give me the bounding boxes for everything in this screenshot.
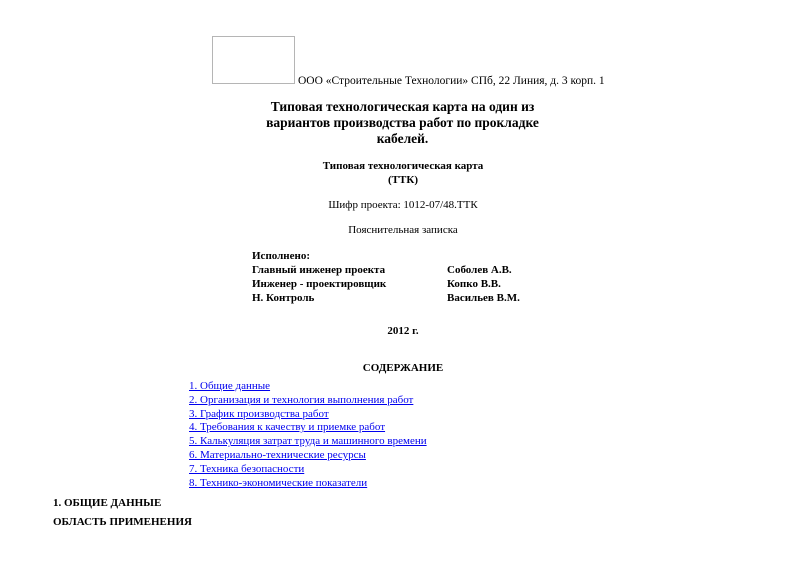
toc-item [189,380,427,394]
toc-title: СОДЕРЖАНИЕ [362,362,444,374]
document-title-line: вариантов производства работ по прокладке [266,115,539,130]
toc-link-labor-costs[interactable]: 5. Калькуляция затрат труда и машинного времени [189,435,427,448]
toc-link-general[interactable]: 1. Общие данные [189,380,271,392]
table-of-contents [189,380,427,490]
executor-name: Соболев А.В. [447,264,512,276]
executor-name: Копко В.В. [447,278,501,290]
logo-placeholder-image [212,36,295,84]
toc-item [189,408,427,422]
toc-link-safety[interactable]: 7. Техника безопасности [189,462,305,475]
executor-row [252,291,520,305]
toc-item [189,394,427,408]
toc-link-resources[interactable]: 6. Материально-технические ресурсы [189,448,366,461]
project-cipher: Шифр проекта: 1012-07/48.ТТК [328,199,478,211]
toc-item [189,477,427,491]
document-title [230,99,575,147]
toc-link-quality[interactable]: 4. Требования к качеству и приемке работ [189,421,386,434]
toc-link-schedule[interactable]: 3. График производства работ [189,407,329,420]
executed-by-block [252,249,520,305]
executed-heading: Исполнено: [252,250,311,262]
document-title-line: Типовая технологическая карта на один из [270,99,535,114]
executor-name: Васильев В.М. [447,292,520,304]
toc-link-economics[interactable]: 8. Технико-экономические показатели [189,476,368,489]
toc-link-organization[interactable]: 2. Организация и технология выполнения работ [189,393,414,406]
toc-item [189,449,427,463]
subtitle-line: (ТТК) [388,174,418,186]
executor-row [252,263,512,277]
toc-item [189,435,427,449]
executor-role: Главный инженер проекта [252,264,386,276]
executor-role: Н. Контроль [252,292,315,304]
explanatory-note-label: Пояснительная записка [348,224,458,236]
executor-row [252,277,501,291]
section-heading-scope: ОБЛАСТЬ ПРИМЕНЕНИЯ [53,516,192,528]
section-heading-general: 1. ОБЩИЕ ДАННЫЕ [53,497,162,509]
document-subtitle [283,159,523,187]
subtitle-line: Типовая технологическая карта [322,160,484,172]
toc-item [189,463,427,477]
toc-item [189,421,427,435]
document-title-line: кабелей. [376,131,429,146]
executor-role: Инженер - проектировщик [252,278,387,290]
document-year: 2012 г. [387,325,419,337]
company-address: ООО «Строительные Технологии» СПб, 22 Линия, д. 3 корп. 1 [298,75,605,87]
